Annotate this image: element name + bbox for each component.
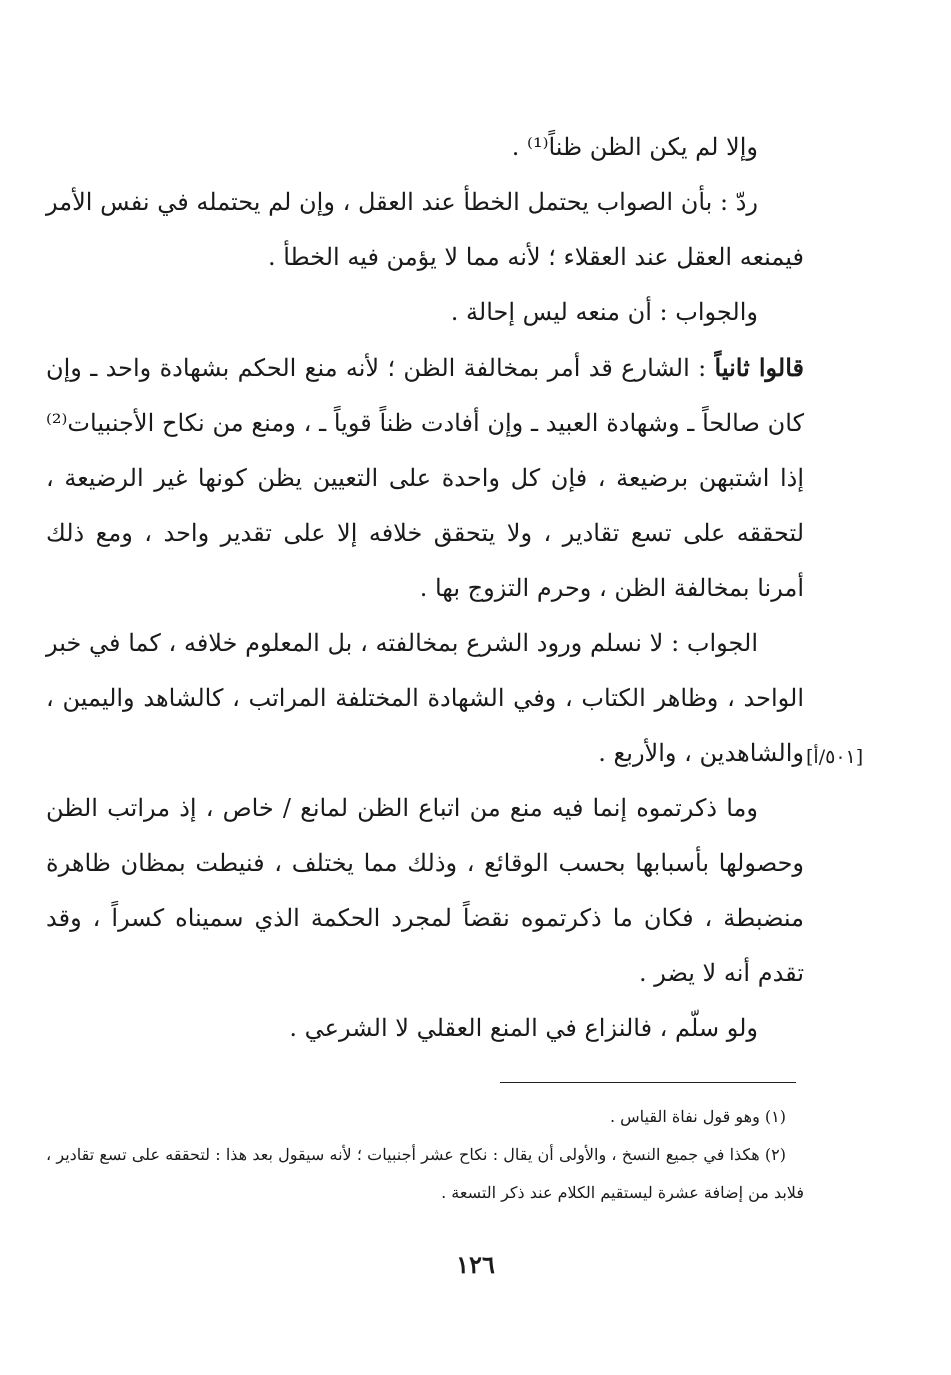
paragraph-2 xyxy=(46,175,804,285)
paragraph-4-lead: قالوا ثانياً xyxy=(714,353,804,382)
paragraph-5-text: الجواب : لا نسلم ورود الشرع بمخالفته ، بل المعلوم خلافه ، كما في خبر الواحد ، وظاهر الكتاب ، وفي الشهادة المختلفة المراتب ، كالشاهد واليمين ، والشاهدين ، والأربع . xyxy=(46,629,804,767)
manuscript-folio-marker: [٥٠١/أ] xyxy=(806,746,864,768)
paragraph-1-text: وإلا لم يكن الظن ظناً⁽¹⁾ . xyxy=(511,133,758,161)
footnote-separator xyxy=(500,1082,796,1083)
paragraph-3 xyxy=(46,285,804,340)
footnote-1: (١) وهو قول نفاة القياس . xyxy=(609,1107,786,1126)
paragraph-4-text: : الشارع قد أمر بمخالفة الظن ؛ لأنه منع الحكم بشهادة واحد ـ وإن كان صالحاً ـ وشهادة العبيد ـ وإن أفادت ظناً قوياً ـ ، ومنع من نكاح الأجنبيات⁽²⁾ إذا اشتبهن برضيعة ، فإن كل واحدة على التعيين يظن كونها غير الرضيعة ، لتحققه على تسع تقادير ، ولا يتحقق خلافه إلا على تقدير واحد ، ومع ذلك أمرنا بمخالفة الظن ، وحرم التزوج بها . xyxy=(46,354,804,602)
footnotes xyxy=(46,1098,804,1212)
paragraph-7-text: ولو سلّم ، فالنزاع في المنع العقلي لا الشرعي . xyxy=(289,1014,758,1042)
paragraph-3-text: والجواب : أن منعه ليس إحالة . xyxy=(450,298,758,326)
footnote-2: (٢) هكذا في جميع النسخ ، والأولى أن يقال : نكاح عشر أجنبيات ؛ لأنه سيقول بعد هذا : لتحققه على تسع تقادير ، فلابد من إضافة عشرة ليستقيم الكلام عند ذكر التسعة . xyxy=(46,1145,804,1202)
page-number: ١٢٦ xyxy=(456,1250,495,1279)
paragraph-6 xyxy=(46,781,804,1001)
paragraph-4 xyxy=(46,340,804,616)
paragraph-1 xyxy=(46,120,804,175)
main-text xyxy=(46,120,804,1056)
paragraph-6-text: وما ذكرتموه إنما فيه منع من اتباع الظن لمانع / خاص ، إذ مراتب الظن وحصولها بأسبابها بحسب الوقائع ، وذلك مما يختلف ، فنيطت بمظان ظاهرة منضبطة ، فكان ما ذكرتموه نقضاً لمجرد الحكمة الذي سميناه كسراً ، وقد تقدم أنه لا يضر . xyxy=(46,794,804,987)
paragraph-2-text: ردّ : بأن الصواب يحتمل الخطأ عند العقل ، وإن لم يحتمله في نفس الأمر فيمنعه العقل عند العقلاء ؛ لأنه مما لا يؤمن فيه الخطأ . xyxy=(46,188,804,271)
paragraph-7 xyxy=(46,1001,804,1056)
paragraph-5 xyxy=(46,616,804,781)
